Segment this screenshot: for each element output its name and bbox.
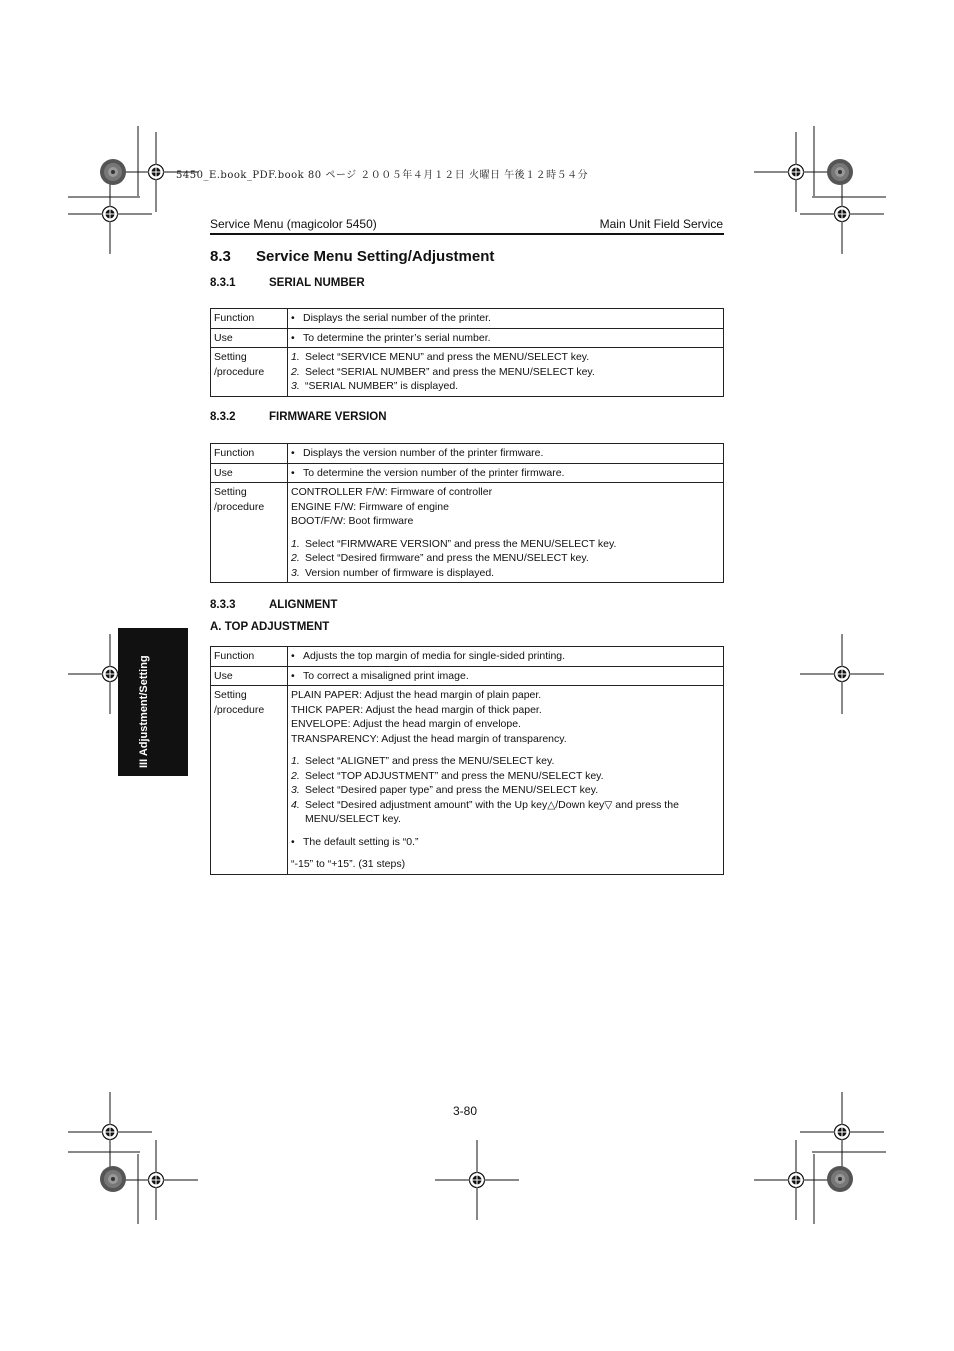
procedure-step: 3. Select “Desired paper type” and press the MENU/SELECT key. — [291, 784, 599, 796]
range-note: “-15” to “+15”. (31 steps) — [291, 858, 406, 870]
table-row — [211, 444, 724, 464]
note-line: ENGINE F/W: Firmware of engine — [291, 500, 449, 513]
page-number: 3-80 — [453, 1104, 478, 1118]
serial-number-table — [210, 308, 724, 397]
table-row — [211, 348, 724, 397]
function-label: Function — [211, 647, 288, 667]
firmware-version-table — [210, 443, 724, 583]
subsection-number: 8.3.3 — [210, 599, 236, 611]
procedure-cell — [288, 483, 724, 583]
function-text: • Adjusts the top margin of media for single-sided printing. — [291, 650, 565, 662]
procedure-step: 3. “SERIAL NUMBER” is displayed. — [291, 380, 459, 392]
subsection-heading-firmware — [210, 411, 387, 423]
procedure-step: 2. Select “Desired firmware” and press the MENU/SELECT key. — [291, 552, 589, 564]
setting-label — [211, 483, 288, 583]
use-text: • To determine the printer’s serial number. — [291, 332, 491, 344]
table-row — [211, 666, 724, 686]
procedure-step: 1. Select “ALIGNET” and press the MENU/SELECT key. — [291, 755, 555, 767]
function-cell — [288, 309, 724, 329]
procedure-step: 4. Select “Desired adjustment amount” with the Up key△/Down key▽ and press the MENU/SELECT key. — [291, 798, 679, 825]
setting-label-line1: Setting — [214, 486, 247, 498]
subsection-title: FIRMWARE VERSION — [269, 411, 387, 423]
procedure-step: 2. Select “TOP ADJUSTMENT” and press the MENU/SELECT key. — [291, 769, 604, 782]
table-row — [211, 686, 724, 875]
subsection-number: 8.3.1 — [210, 277, 236, 289]
subsection-title: SERIAL NUMBER — [269, 277, 365, 289]
setting-label-line2: /procedure — [214, 703, 265, 716]
running-header-right: Main Unit Field Service — [599, 217, 723, 231]
print-info-line: 5450_E.book_PDF.book 80 ページ ２００５年４月１２日 火曜日 午後１２時５４分 — [176, 170, 589, 181]
section-number: 8.3 — [210, 248, 231, 265]
function-cell — [288, 444, 724, 464]
function-text: • Displays the version number of the printer firmware. — [291, 447, 543, 459]
setting-label-line1: Setting — [214, 689, 247, 701]
use-label: Use — [211, 463, 288, 483]
note-line: PLAIN PAPER: Adjust the head margin of plain paper. — [291, 689, 542, 701]
note-line: CONTROLLER F/W: Firmware of controller — [291, 486, 493, 498]
use-cell — [288, 463, 724, 483]
procedure-step: 1. Select “SERVICE MENU” and press the MENU/SELECT key. — [291, 351, 590, 363]
setting-label-line2: /procedure — [214, 500, 265, 513]
setting-label — [211, 348, 288, 397]
function-text: • Displays the serial number of the printer. — [291, 312, 491, 324]
table-row — [211, 483, 724, 583]
function-label: Function — [211, 309, 288, 329]
section-title: Service Menu Setting/Adjustment — [256, 248, 495, 265]
chapter-side-tab-label: III Adjustment/Setting — [138, 655, 150, 768]
table-row — [211, 309, 724, 329]
function-label: Function — [211, 444, 288, 464]
use-cell — [288, 328, 724, 348]
setting-label-line1: Setting — [214, 351, 247, 363]
subheading-top-adjustment: A. TOP ADJUSTMENT — [210, 621, 330, 633]
subsection-title: ALIGNMENT — [269, 599, 338, 611]
use-cell — [288, 666, 724, 686]
default-setting-note: • The default setting is “0.” — [291, 835, 720, 850]
subsection-heading-alignment — [210, 599, 337, 611]
chapter-side-tab — [118, 628, 188, 776]
use-text: • To determine the version number of the printer firmware. — [291, 467, 564, 479]
procedure-cell — [288, 686, 724, 875]
header-rule — [210, 233, 724, 235]
function-cell — [288, 647, 724, 667]
top-adjustment-table — [210, 646, 724, 875]
procedure-step: 2. Select “SERIAL NUMBER” and press the MENU/SELECT key. — [291, 365, 595, 378]
procedure-step: 3. Version number of firmware is displayed. — [291, 566, 495, 579]
use-label: Use — [211, 666, 288, 686]
subsection-number: 8.3.2 — [210, 411, 236, 423]
use-text: • To correct a misaligned print image. — [291, 670, 469, 682]
setting-label — [211, 686, 288, 875]
table-row — [211, 328, 724, 348]
section-heading — [210, 248, 494, 265]
setting-label-line2: /procedure — [214, 365, 265, 378]
table-row — [211, 647, 724, 667]
procedure-cell — [288, 348, 724, 397]
note-line: BOOT/F/W: Boot firmware — [291, 515, 414, 527]
procedure-step: 1. Select “FIRMWARE VERSION” and press the MENU/SELECT key. — [291, 537, 617, 550]
table-row — [211, 463, 724, 483]
note-line: ENVELOPE: Adjust the head margin of envelope. — [291, 718, 521, 730]
note-line: THICK PAPER: Adjust the head margin of thick paper. — [291, 703, 542, 716]
running-header-left: Service Menu (magicolor 5450) — [210, 217, 377, 231]
note-line: TRANSPARENCY: Adjust the head margin of transparency. — [291, 732, 567, 745]
subsection-heading-serial — [210, 277, 365, 289]
use-label: Use — [211, 328, 288, 348]
